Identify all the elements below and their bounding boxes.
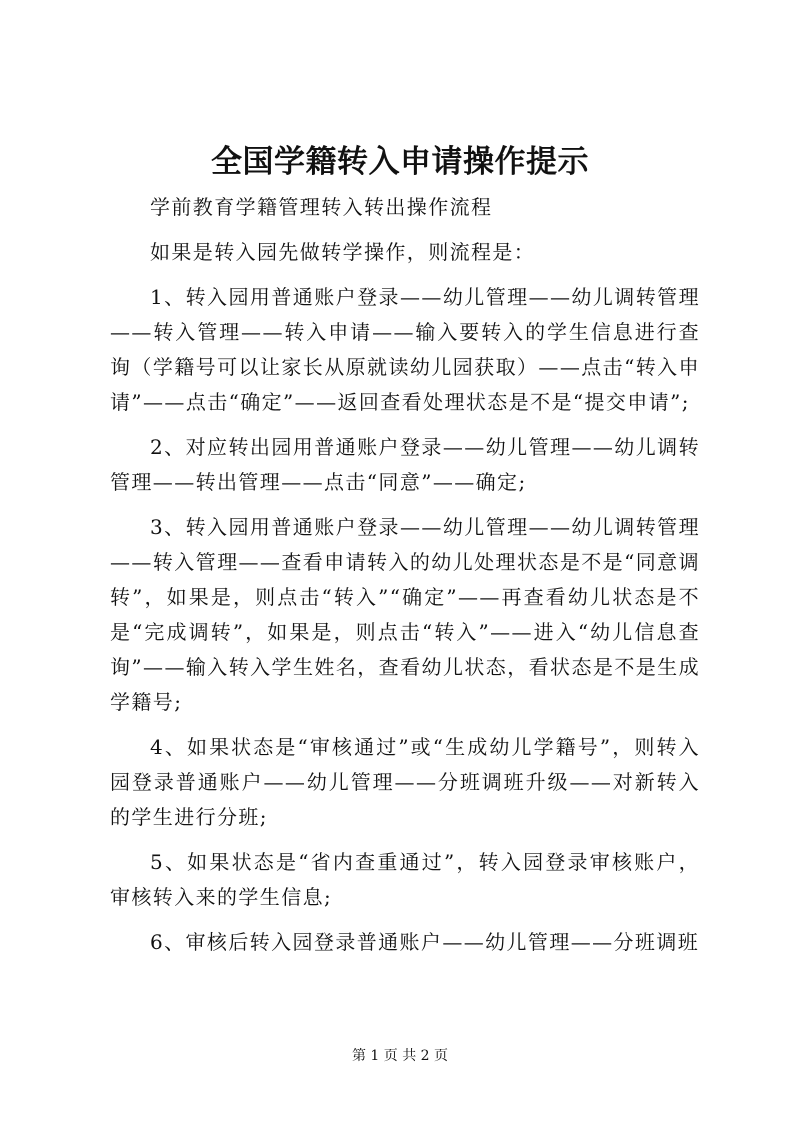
paragraph-step-4: 4、如果状态是“审核通过”或“生成幼儿学籍号”，则转入园登录普通账户——幼儿管理——分班调班升级——对新转入的学生进行分班; [110,735,700,829]
paragraph-subtitle: 学前教育学籍管理转入转出操作流程 [150,195,493,219]
paragraph-step-3: 3、转入园用普通账户登录——幼儿管理——幼儿调转管理——转入管理——查看申请转入的幼儿处理状态是不是“同意调转”，如果是，则点击“转入”“确定”——再查看幼儿状态是不是“完成调转”，如果是，则点击“转入”——进入“幼儿信息查询”——输入转入学生姓名，查看幼儿状态，看状态是不是生成学籍号; [110,515,700,714]
document-title: 全国学籍转入申请操作提示 [211,144,589,180]
paragraph-step-5: 5、如果状态是“省内查重通过”，转入园登录审核账户，审核转入来的学生信息; [110,850,700,909]
page-footer: 第 1 页 共 2 页 [351,1048,449,1064]
paragraph-intro: 如果是转入园先做转学操作，则流程是： [150,240,536,264]
document-body [110,190,700,960]
paragraph-step-6: 6、审核后转入园登录普通账户——幼儿管理——分班调班 [150,930,700,954]
paragraph-step-2: 2、对应转出园用普通账户登录——幼儿管理——幼儿调转管理——转出管理——点击“同意”——确定; [110,435,700,494]
paragraph-step-1: 1、转入园用普通账户登录——幼儿管理——幼儿调转管理——转入管理——转入申请——输入要转入的学生信息进行查询（学籍号可以让家长从原就读幼儿园获取）——点击“转入申请”——点击“确定”——返回查看处理状态是不是“提交申请”; [110,285,700,414]
